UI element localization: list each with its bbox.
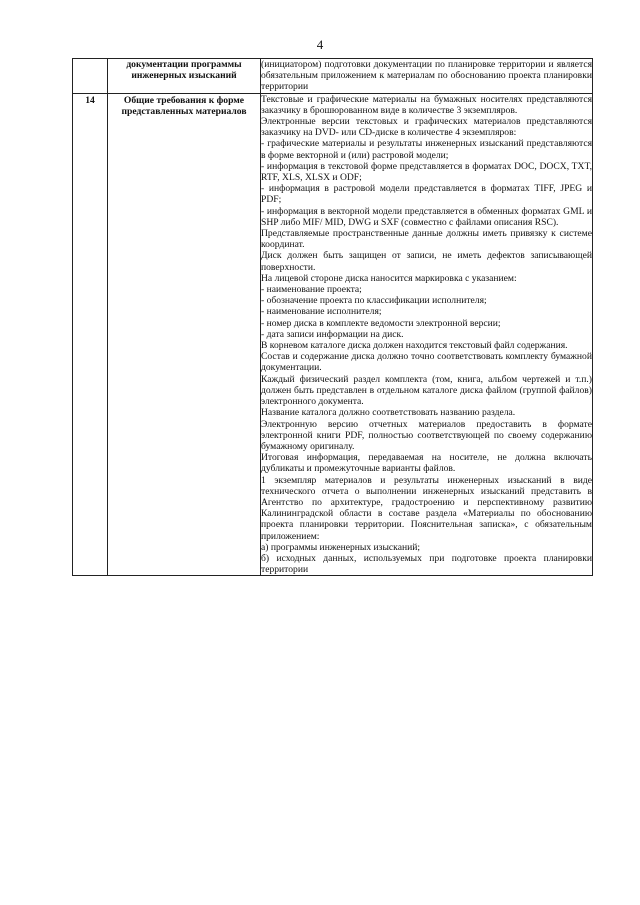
content-paragraph: - графические материалы и результаты инженерных изысканий представляются в форме векторной и (или) растровой модели; <box>261 138 592 161</box>
content-paragraph: (инициатором) подготовки документации по планировке территории и является обязательным приложением к материалам по обоснованию проекта планировки территории <box>261 59 592 93</box>
content-paragraph: - номер диска в комплекте ведомости электронной версии; <box>261 317 501 329</box>
content-paragraph: Название каталога должно соответствовать названию раздела. <box>261 407 516 419</box>
content-paragraph: Итоговая информация, передаваемая на носителе, не должна включать дубликаты и промежуточные варианты файлов. <box>261 452 592 475</box>
content-paragraph: Состав и содержание диска должно точно соответствовать комплекту бумажной документации. <box>261 351 592 374</box>
table-row <box>73 93 593 576</box>
content-paragraph: - информация в растровой модели представляется в форматах TIFF, JPEG и PDF; <box>261 183 592 206</box>
requirement-content-cell <box>261 93 593 576</box>
page-number: 4 <box>316 37 324 52</box>
requirement-name-cell: документации программы инженерных изысканий <box>108 59 261 94</box>
content-paragraph: Диск должен быть защищен от записи, не иметь дефектов записывающей поверхности. <box>261 250 592 273</box>
content-paragraph: На лицевой стороне диска наносится маркировка с указанием: <box>261 272 517 284</box>
content-paragraph: Каждый физический раздел комплекта (том, книга, альбом чертежей и т.п.) должен быть представлен в отдельном каталоге диска файлом (группой файлов) электронного документа. <box>261 373 592 408</box>
requirement-name-cell: Общие требования к форме представленных материалов <box>108 93 261 576</box>
content-paragraph: - информация в векторной модели представляется в обменных форматах GML и SHP либо MIF/ MID, DWG и SXF (совместно с файлами описания RSC). <box>261 205 592 228</box>
content-paragraph: - информация в текстовой форме представляется в форматах DOC, DOCX, TXT, RTF, XLS, XLSX и ODF; <box>261 160 592 184</box>
content-paragraph: Электронные версии текстовых и графических материалов представляются заказчику на DVD- или CD-диске в количестве 4 экземпляров: <box>261 116 592 139</box>
requirements-table <box>72 58 593 576</box>
table-row <box>73 59 593 94</box>
content-paragraph: - дата записи информации на диск. <box>261 328 404 340</box>
content-paragraph: б) исходных данных, используемых при подготовке проекта планировки территории <box>261 552 592 576</box>
content-paragraph: - обозначение проекта по классификации исполнителя; <box>261 295 487 307</box>
content-paragraph: Текстовые и графические материалы на бумажных носителях представляются заказчику в брошюрованном виде в количестве 3 экземпляров. <box>261 93 592 116</box>
row-number-cell: 14 <box>73 93 108 576</box>
content-paragraph: а) программы инженерных изысканий; <box>261 541 421 553</box>
content-paragraph: - наименование проекта; <box>261 284 362 296</box>
requirement-content-cell <box>261 59 593 94</box>
content-paragraph: В корневом каталоге диска должен находится текстовый файл содержания. <box>261 340 568 352</box>
content-paragraph: 1 экземпляр материалов и результаты инженерных изысканий в виде технического отчета о выполнении инженерных изысканий представить в Агентство по архитектуре, градостроению и перспективному развитию Калининградской области в составе раздела «Материалы по обоснованию проекта планировки территории. Пояснительная записка», с обязательным приложением: <box>261 474 592 542</box>
content-paragraph: Представляемые пространственные данные должны иметь привязку к системе координат. <box>261 228 592 251</box>
content-paragraph: Электронную версию отчетных материалов предоставить в формате электронной книги PDF, полностью соответствующей по своему содержанию бумажному оригиналу. <box>261 418 592 452</box>
content-paragraph: - наименование исполнителя; <box>261 306 382 318</box>
row-number-cell <box>73 59 108 94</box>
